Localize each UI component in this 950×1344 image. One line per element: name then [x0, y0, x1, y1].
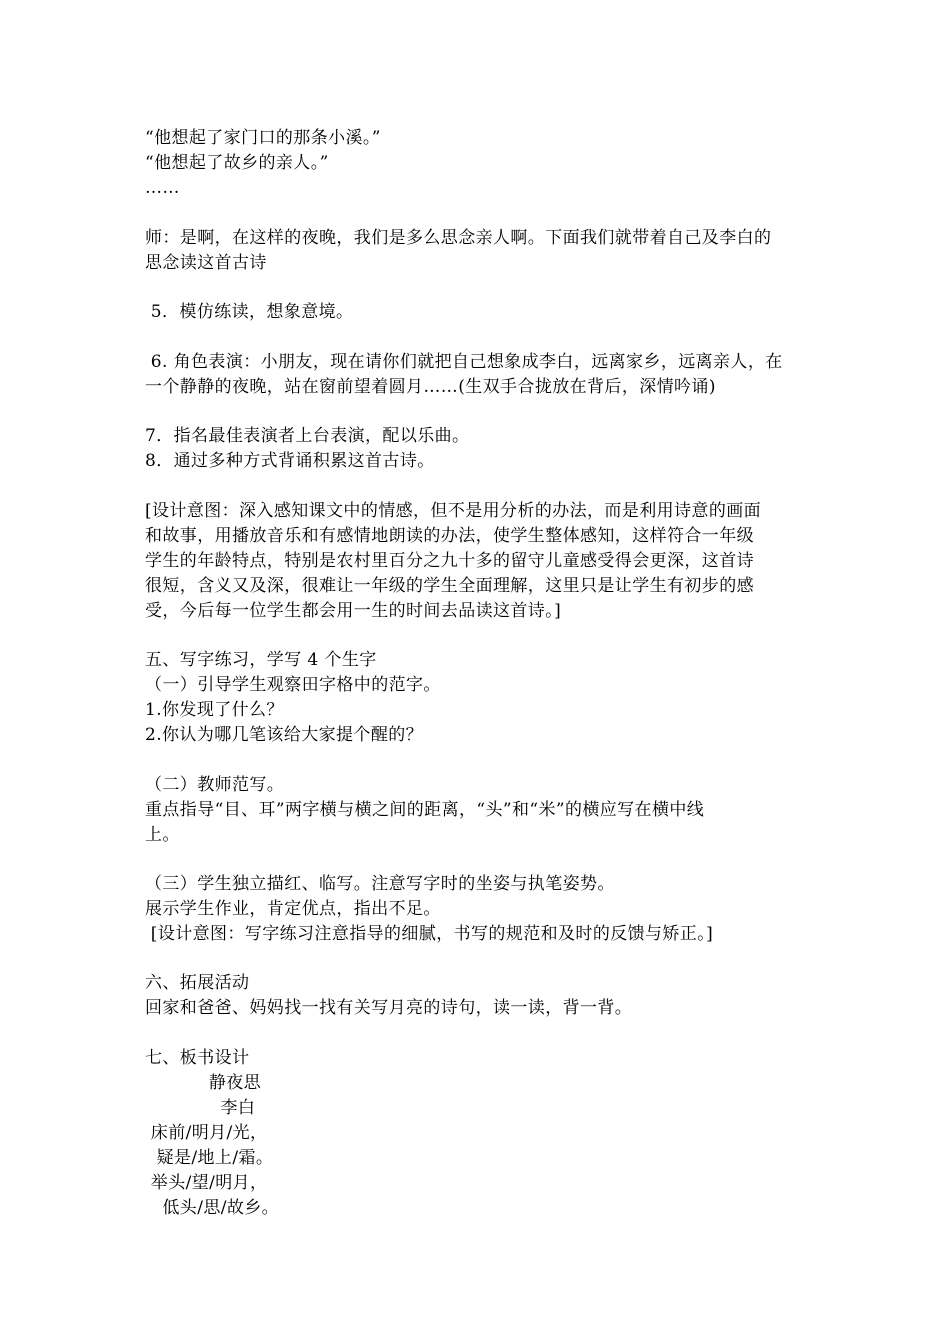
text-line: 低头/思/故乡。	[145, 1198, 280, 1218]
text-line: [设计意图：深入感知课文中的情感，但不是用分析的办法，而是利用诗意的画面	[145, 501, 762, 521]
text-line: 学生的年龄特点，特别是农村里百分之九十多的留守儿童感受得会更深，这首诗	[145, 551, 754, 571]
text-line: 受，今后每一位学生都会用一生的时间去品读这首诗。]	[145, 601, 562, 621]
text-line: 李白	[145, 1098, 256, 1118]
text-line: 五、写字练习，学写 4 个生字	[145, 650, 377, 670]
text-line: （二）教师范写。	[145, 775, 285, 795]
text-line: 回家和爸爸、妈妈找一找有关写月亮的诗句，读一读，背一背。	[145, 998, 633, 1018]
text-line: 一个静静的夜晚，站在窗前望着圆月……(生双手合拢放在背后，深情吟诵)	[145, 377, 716, 397]
text-line: 和故事，用播放音乐和有感情地朗读的办法，使学生整体感知，这样符合一年级	[145, 526, 754, 546]
text-line: 8．通过多种方式背诵积累这首古诗。	[145, 451, 435, 471]
text-line: 7．指名最佳表演者上台表演，配以乐曲。	[145, 426, 470, 446]
text-line: 思念读这首古诗	[145, 253, 267, 273]
text-line: 展示学生作业，肯定优点，指出不足。	[145, 899, 441, 919]
text-line: 举头/望/明月，	[145, 1173, 268, 1193]
text-line: 师：是啊，在这样的夜晚，我们是多么思念亲人啊。下面我们就带着自己及李白的	[145, 228, 772, 248]
text-line: 6. 角色表演：小朋友，现在请你们就把自己想象成李白，远离家乡，远离亲人，在	[145, 352, 783, 372]
text-line: ……	[145, 178, 180, 198]
text-line: 2.你认为哪几笔该给大家提个醒的？	[145, 725, 424, 745]
text-line: （三）学生独立描红、临写。注意写字时的坐姿与执笔姿势。	[145, 874, 615, 894]
text-line: 1.你发现了什么？	[145, 700, 284, 720]
text-line: （一）引导学生观察田字格中的范字。	[145, 675, 441, 695]
text-line: 疑是/地上/霜。	[145, 1148, 274, 1168]
text-line: 上。	[145, 825, 180, 845]
text-line: “他想起了家门口的那条小溪。”	[145, 128, 381, 148]
text-line: “他想起了故乡的亲人。”	[145, 153, 329, 173]
text-line: 重点指导“目、耳”两字横与横之间的距离，“头”和“米”的横应写在横中线	[145, 800, 705, 820]
text-line: 床前/明月/光，	[145, 1123, 268, 1143]
text-line: 六、拓展活动	[145, 973, 250, 993]
text-line: 很短，含义又及深，很难让一年级的学生全面理解，这里只是让学生有初步的感	[145, 576, 754, 596]
text-line: 七、板书设计	[145, 1048, 250, 1068]
text-line: 5．模仿练读，想象意境。	[145, 302, 354, 322]
text-line: [设计意图：写字练习注意指导的细腻，书写的规范和及时的反馈与矫正。]	[145, 924, 714, 944]
text-line: 静夜思	[145, 1073, 262, 1093]
